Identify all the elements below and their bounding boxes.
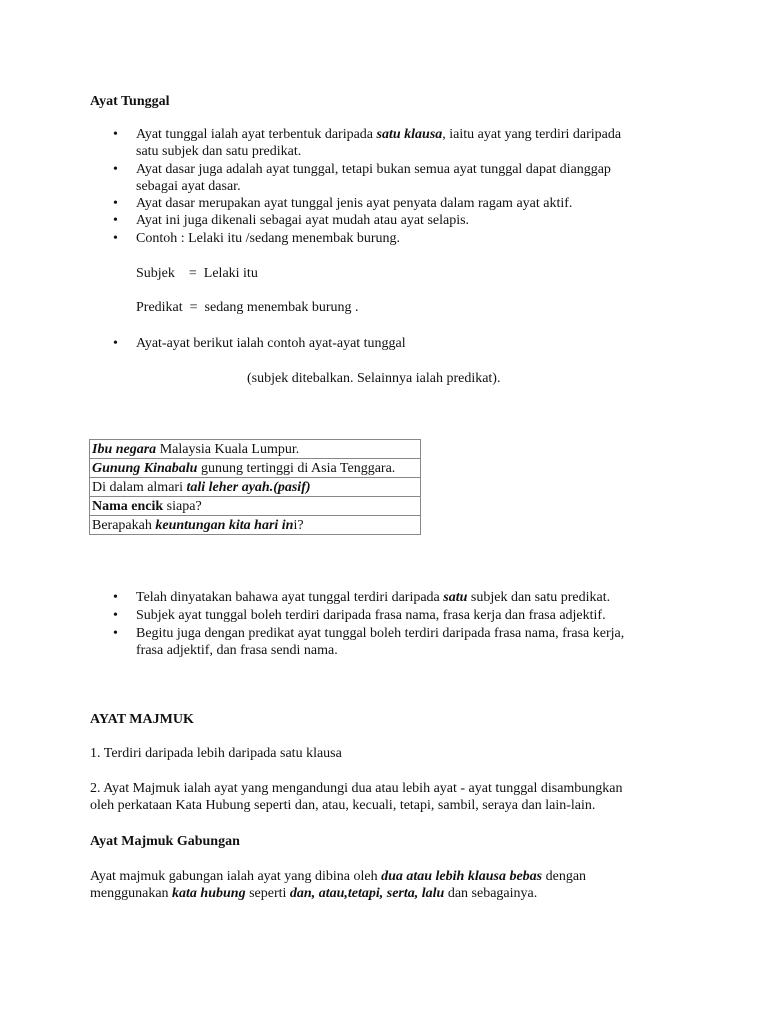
bullet-icon: •: [113, 127, 118, 142]
predikat-line: Predikat = sedang menembak burung .: [136, 300, 359, 315]
paragraph-2-line-1: 2. Ayat Majmuk ialah ayat yang mengandungi dua atau lebih ayat - ayat tunggal disambungkan: [90, 781, 623, 796]
document-page: Ayat Tunggal • Ayat tunggal ialah ayat terbentuk daripada satu klausa, iaitu ayat yang terdiri daripada satu subjek dan satu predikat. • Ayat dasar juga adalah ayat tunggal, tetapi bukan semua ayat tunggal dapat dianggap sebagai ayat dasar. • Ayat dasar merupakan ayat tunggal jenis ayat penyata dalam ragam ayat aktif. • Ayat ini juga dikenali sebagai ayat mudah atau ayat selapis. • Contoh : Lelaki itu /sedang menembak burung. Subjek = Lelaki itu Predikat = sedang menembak burung . • Ayat-ayat berikut ialah contoh ayat-ayat tunggal (subjek ditebalkan. Selainnya ialah predikat). Ibu negara Malaysia Kuala Lumpur. Gunung Kinabalu gunung tertinggi di Asia Tenggara. Di dalam almari tali leher ayah.(pasif) Nama encik siapa? Berapakah keuntungan kita hari ini? • Telah dinyatakan bahawa ayat tunggal terdiri daripada satu subjek dan satu predikat. • Subjek ayat tunggal boleh terdiri daripada frasa nama, frasa kerja dan frasa adjektif. • Begitu juga dengan predikat ayat tunggal boleh terdiri daripada frasa nama, frasa kerja, frasa adjektif, dan frasa sendi nama. AYAT MAJMUK 1. Terdiri daripada lebih daripada satu klausa 2. Ayat Majmuk ialah ayat yang mengandungi dua atau lebih ayat - ayat tunggal disambungkan oleh perkataan Kata Hubung seperti dan, atau, kecuali, tetapi, sambil, seraya dan lain-lain. Ayat Majmuk Gabungan Ayat majmuk gabungan ialah ayat yang dibina oleh dua atau lebih klausa bebas dengan menggunakan kata hubung seperti dan, atau,tetapi, serta, lalu dan sebagainya.: [0, 0, 768, 1024]
section-title-ayat-tunggal: Ayat Tunggal: [90, 94, 170, 109]
bullet-icon: •: [113, 196, 118, 211]
paragraph-3-line-1: Ayat majmuk gabungan ialah ayat yang dibina oleh dua atau lebih klausa bebas dengan: [90, 869, 587, 884]
subtitle-ayat-majmuk-gabungan: Ayat Majmuk Gabungan: [90, 834, 240, 849]
bullet-icon: •: [113, 162, 118, 177]
bullet-icon: •: [113, 231, 118, 246]
list-item: • Ayat tunggal ialah ayat terbentuk daripada satu klausa, iaitu ayat yang terdiri daripada satu subjek dan satu predikat.: [113, 127, 622, 159]
paragraph-2-line-2: oleh perkataan Kata Hubung seperti dan, atau, kecuali, tetapi, sambil, seraya dan lain-lain.: [90, 798, 596, 813]
note-text: (subjek ditebalkan. Selainnya ialah predikat).: [247, 371, 501, 386]
bullet-icon: •: [113, 336, 118, 351]
bullet-icon: •: [113, 626, 118, 641]
paragraph-1: 1. Terdiri daripada lebih daripada satu klausa: [90, 746, 342, 761]
section-title-ayat-majmuk: AYAT MAJMUK: [90, 712, 194, 727]
table-row: Ibu negara Malaysia Kuala Lumpur.: [90, 440, 421, 459]
subjek-line: Subjek = Lelaki itu: [136, 266, 258, 281]
table-row: Gunung Kinabalu gunung tertinggi di Asia Tenggara.: [90, 459, 421, 478]
examples-table: [89, 439, 421, 535]
list-item: • Begitu juga dengan predikat ayat tunggal boleh terdiri daripada frasa nama, frasa kerja, frasa adjektif, dan frasa sendi nama.: [113, 626, 625, 658]
bullet-icon: •: [113, 213, 118, 228]
bullet-icon: •: [113, 608, 118, 623]
table-row: Nama encik siapa?: [90, 497, 421, 516]
table-row: Di dalam almari tali leher ayah.(pasif): [90, 478, 421, 497]
paragraph-3-line-2: menggunakan kata hubung seperti dan, atau,tetapi, serta, lalu dan sebagainya.: [90, 886, 538, 901]
table-row: Berapakah keuntungan kita hari ini?: [90, 516, 421, 535]
bullet-icon: •: [113, 590, 118, 605]
list-item: • Ayat dasar juga adalah ayat tunggal, tetapi bukan semua ayat tunggal dapat dianggap sebagai ayat dasar.: [113, 162, 611, 194]
